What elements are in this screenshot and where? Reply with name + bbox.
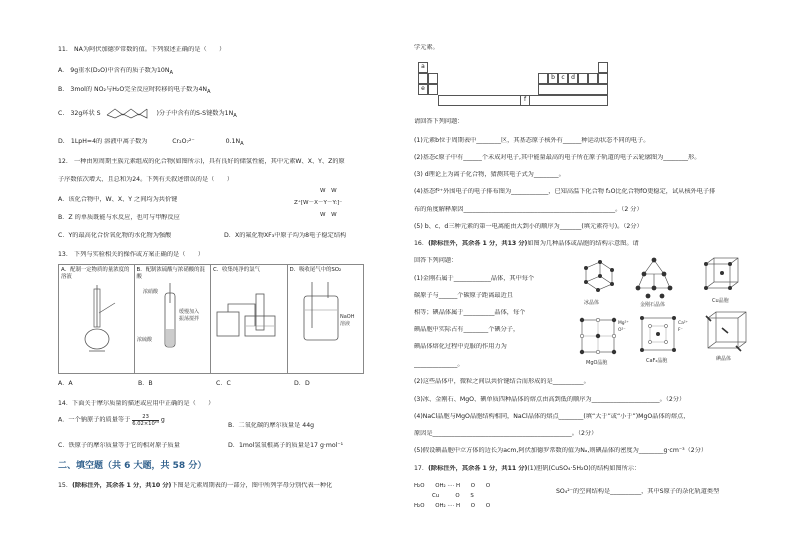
q15-part-1: (1)元素b位于周期表中________区，其基态原子核外有______种运动状态不同的电子。 <box>414 137 650 144</box>
q12-stem: 12. 一种由短周期主族元素组成的化合物(如图所示)，具有良好的储氢性能，其中元素W、X、Y、Z的原 <box>58 158 345 165</box>
q15-part-5: (5) b、c、d三种元素的第一电离能由大到小的顺序为_______(填元素符号)。（2分） <box>414 223 643 230</box>
q17-stem: 17．(除标注外，其余各 1 分，共11 分)(1)胆矾(CuSO₄·5H₂O)的结构如图所示： <box>414 465 641 472</box>
q13-answer-d: D．D <box>294 380 310 387</box>
svg-text:Ca²⁺: Ca²⁺ <box>678 321 688 326</box>
svg-text:浓硝酸: 浓硝酸 <box>142 289 158 295</box>
svg-text:O²⁻: O²⁻ <box>618 328 626 333</box>
volumetric-flask-figure <box>59 283 129 353</box>
ptable-cell-a: a <box>418 62 428 73</box>
q16-part-1e: 碘晶体熔化过程中克服的作用力为 <box>414 343 507 350</box>
left-column <box>58 0 396 549</box>
q13-answer-a: A．A <box>58 380 73 387</box>
q12-structure-mid: Z⁺[W－X－Y－Y:]⁻ <box>294 200 343 206</box>
svg-text:Cu晶胞: Cu晶胞 <box>712 298 729 304</box>
q15-part-4-cont: 布的角度解释原因_________________________________________________。（2 分） <box>414 206 643 213</box>
svg-text:浓硫酸: 浓硫酸 <box>136 337 152 343</box>
q11-stem: 11. NA为阿伏加德罗常数的值。下列叙述正确的是（ ） <box>58 46 226 53</box>
svg-text:金刚石晶体: 金刚石晶体 <box>640 302 666 308</box>
q17-part-1: SO₄²⁻的空间结构是__________，其中S原子的杂化轨道类型 <box>556 488 720 495</box>
q16-part-1f: ______________。 <box>414 361 464 368</box>
mixing-acid-figure <box>135 283 209 353</box>
svg-text:冰晶体: 冰晶体 <box>584 300 600 306</box>
svg-text:CaF₂晶胞: CaF₂晶胞 <box>646 358 668 364</box>
mgo-cell-figure <box>580 318 630 366</box>
q16-part-1b: 碳原子与______个碳原子距离最近且 <box>414 292 513 299</box>
q13-stem: 13. 下列与实验相关的操作或方案正确的是（ ） <box>58 251 204 258</box>
q16-stem: 16．(除标注外，其余各 1 分，共13 分)如图为几种晶体或晶胞的结构示意图。请 <box>414 240 639 247</box>
s8-ring-structure <box>103 106 155 120</box>
cuso4-structure-row2: Cu O S <box>432 493 474 499</box>
ptable-cell-f: f <box>520 95 530 106</box>
q13-cell-a: A．配制一定物质的量浓度的溶液 <box>59 265 135 374</box>
q15-ask: 请回答下列问题： <box>414 118 464 125</box>
q11-option-b: B. 3mol的 NO₂与H₂O完全反应时转移的电子数为$4N_A$ <box>58 86 211 96</box>
q13-cell-c: C．收集纯净的氯气 <box>211 265 288 374</box>
q16-ask: 回答下列问题： <box>414 257 458 264</box>
q11-option-c: C. 32g环状 S )分子中含有的S-S键数为$1N_A$ <box>58 106 237 120</box>
q16-part-4-cont: 原因是_____________________________________________。（2分） <box>414 430 598 437</box>
so2-absorption-figure <box>288 276 362 346</box>
diamond-crystal-figure <box>636 258 673 308</box>
q14-option-d: D．1mol氢氧根离子的质量是17 g·mol⁻¹ <box>228 442 344 449</box>
q16-part-3: (3)冰、金刚石、MgO、碘单质四种晶体的熔点由高到低的顺序为______________________。（2分） <box>414 396 686 403</box>
q12-option-b: B．Z 的单质既能与水反应，也可与甲醇反应 <box>58 214 180 221</box>
ptable-cell-b: b <box>548 73 558 84</box>
q15-continuation: 学元素。 <box>414 44 439 51</box>
q11-option-a: A. 9g重水(D₂O)中含有的质子数为$10N_A$ <box>58 67 173 77</box>
svg-text:溶液: 溶液 <box>339 321 350 327</box>
right-column <box>410 0 750 549</box>
q16-part-1d: 碘晶胞中实际占有________个碘分子， <box>414 326 520 333</box>
q12-stem-2: 子序数依次增大、且总和为24。下列有关叙述错误的是（ ） <box>58 176 233 183</box>
q16-part-1c: 相等；碘晶体属于__________晶体，每个 <box>414 309 526 316</box>
svg-text:NaOH: NaOH <box>339 314 354 320</box>
q11-option-d: D. 1LpH=4的 溶液中离子数为 Cr₂O₇²⁻ $0.1N_A$ <box>58 138 244 148</box>
q14-stem: 14．下面关于摩尔质量的描述或应用中正确的是（ ） <box>58 400 215 407</box>
q16-part-5: (5)假设碘晶胞中立方体的边长为acm,阿伏加德罗常数的值为Nₐ,则碘晶体的密度为________g·cm⁻³（2分） <box>414 447 708 454</box>
q16-part-1a: (1)金刚石属于____________晶体，其中每个 <box>414 275 535 282</box>
q15-stem: 15．(除标注外，其余各 1 分，共10 分)下图是元素周期表的一部分，图中所列字母分别代表一种化 <box>58 482 333 489</box>
svg-text:MgO晶胞: MgO晶胞 <box>586 360 608 366</box>
ice-crystal-figure <box>584 260 614 306</box>
q14-option-a: A．一个钠原子的质量等于 $\frac{23}{\text{6.02×10²³}}$ g <box>58 414 165 427</box>
cuso4-structure-row3: H₂O OH₂ ···· H O O <box>414 503 491 509</box>
svg-text:振荡搅拌: 振荡搅拌 <box>178 316 199 322</box>
q12-structure-top: W W <box>320 188 337 194</box>
q13-answer-b: B．B <box>138 380 153 387</box>
q16-part-4: (4)NaCl晶胞与MgO晶胞结构相同，NaCl晶体的熔点________(填“大于”或“小于”)MgO晶体的熔点， <box>414 413 690 420</box>
svg-text:碘晶体: 碘晶体 <box>716 356 732 362</box>
q13-cell-d: D．吸收尾气中的SO₂ NaOH 溶液 <box>287 265 364 374</box>
svg-text:F⁻: F⁻ <box>678 328 683 333</box>
cuso4-structure-row1: H₂O OH₂ ···· H O O <box>414 483 491 489</box>
q13-answer-c: C．C <box>216 380 231 387</box>
caf2-cell-figure <box>640 316 689 364</box>
periodic-table-fragment <box>418 62 608 102</box>
q13-cell-b: B．配制浓硫酸与浓硝酸的混酸 浓硝酸 缓慢加入 振荡搅拌 浓硫酸 <box>134 265 211 374</box>
ptable-cell-d: d <box>568 73 578 84</box>
gas-collection-figure <box>211 276 285 346</box>
ptable-cell-e: e <box>418 84 428 95</box>
q13-table <box>58 264 364 374</box>
q16-part-2: (2)这些晶体中，微粒之间以共价键结合而形成的是__________。 <box>414 378 590 385</box>
q12-option-d: D．X的氟化物XF₃中原子均为8电子稳定结构 <box>224 232 347 239</box>
q12-structure-bot: W W <box>320 212 337 218</box>
q15-part-3: (3) d理论上为离子化合物，猜测其电子式为________。 <box>414 171 565 178</box>
iodine-crystal-figure <box>706 312 746 362</box>
q12-option-a: A．该化合物中，W、X、Y 之间均为共价键 <box>58 196 178 203</box>
crystal-structures-figure <box>578 254 754 374</box>
q15-part-4: (4)基态f²⁺外围电子的电子排布图为____________，已知高温下化合物 f₂O比化合物fO更稳定，试从核外电子排 <box>414 188 716 195</box>
q15-part-2: (2)基态c原子中有______个未成对电子,其中能量最高的电子所在原子轨道的电子云轮廓图为________形。 <box>414 154 701 161</box>
q14-option-c: C．铁原子的摩尔质量等于它的相对原子质量 <box>58 442 180 449</box>
svg-text:缓慢加入: 缓慢加入 <box>178 309 199 315</box>
q14-option-b: B．二氧化碳的摩尔质量是 44g <box>228 422 315 429</box>
section-fill-in-title: 二、填空题（共 6 大题，共 58 分） <box>58 461 207 471</box>
q12-option-c: C．Y的最高化合价氧化物的水化物为强酸 <box>58 232 172 239</box>
cu-cell-figure <box>704 258 738 304</box>
svg-text:Mg²⁺: Mg²⁺ <box>618 321 629 326</box>
ptable-cell-c: c <box>558 73 568 84</box>
